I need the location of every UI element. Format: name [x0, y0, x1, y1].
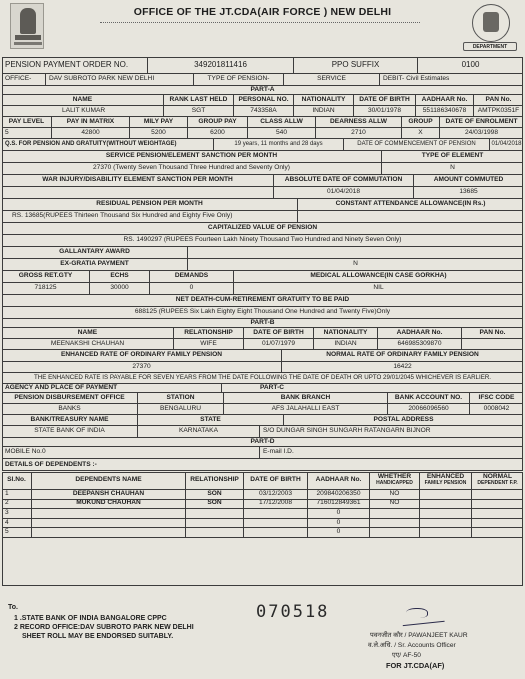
normal-rate-value: 16422: [393, 362, 412, 370]
pay-level-value: 5: [2, 128, 52, 138]
col-family-nationality: NATIONALITY: [314, 328, 378, 338]
class-allw-value: 540: [248, 128, 316, 138]
postal-address-label: POSTAL ADDRESS: [373, 415, 434, 423]
qs-row: [2, 139, 523, 151]
mobile-label: MOBILE No.0: [2, 447, 260, 458]
dependent-name: [32, 528, 186, 537]
col-dep-relationship: RELATIONSHIP: [186, 472, 244, 489]
account-no-value: 20066096560: [388, 404, 470, 414]
dependents-header-row: [2, 472, 523, 490]
dependent-rel: [186, 519, 244, 528]
part-a-label: PART-A: [250, 86, 275, 93]
dependent-empty-cell: [472, 490, 523, 499]
capitalized-label: CAPITALIZED VALUE OF PENSION: [207, 224, 318, 232]
to-label: To.: [8, 604, 18, 611]
dependent-empty-cell: [472, 519, 523, 528]
dependent-sl: 4: [2, 519, 32, 528]
part-b-header-row: [2, 328, 523, 339]
family-nationality: INDIAN: [314, 339, 378, 349]
col-nationality: NATIONALITY: [294, 95, 354, 105]
dependent-hc: NO: [370, 500, 420, 509]
personal-no-value: 743358A: [234, 106, 294, 116]
part-b-label: PART-B: [250, 319, 275, 326]
gallantry-row: [2, 247, 523, 259]
col-pay-matrix: PAY IN MATRIX: [52, 117, 130, 127]
col-gross-gty: GROSS RET.GTY: [2, 271, 90, 282]
capitalized-row: [2, 223, 523, 235]
net-gratuity-value: 688125 (RUPEES Six Lakh Eighty Eight Thousand One Hundred and Twenty Five)Only: [134, 308, 391, 316]
dependents-title: DETAILS OF DEPENDENTS :-: [5, 460, 97, 468]
family-aadhaar: 646985309870: [378, 339, 462, 349]
amount-commuted-value: 13685: [459, 188, 478, 196]
medical-allowance-value: NIL: [373, 284, 384, 292]
col-sl-no: Sl.No.: [2, 472, 32, 489]
service-pension-label: SERVICE PENSION/ELEMENT SANCTION PER MONTH: [2, 151, 382, 162]
col-enhanced-title: ENHANCED: [426, 473, 465, 481]
col-handicapped-sub: HANDICAPPED: [376, 480, 413, 487]
exgratia-label: EX-GRATIA PAYMENT: [2, 259, 188, 270]
capitalized-value: RS. 1490297 (RUPEES Fourteen Lakh Ninety Thousand Two Hundred and Ninety Seven Only): [123, 236, 402, 244]
disbursement-office-value: BANKS: [2, 404, 138, 414]
part-b-value-row: [2, 339, 523, 350]
service-pension-value-row: [2, 163, 523, 175]
echs-value: 30000: [90, 283, 150, 294]
dependent-name: DEEPANSH CHAUHAN: [32, 490, 186, 499]
dearness-allw-value: 2710: [316, 128, 402, 138]
document-header: [0, 0, 525, 56]
dependent-row: [2, 500, 523, 510]
residual-label: RESIDUAL PENSION PER MONTH: [2, 199, 298, 210]
dependent-empty-cell: [420, 519, 472, 528]
dependent-dob: 17/12/2008: [244, 500, 308, 509]
pay-header-row: [2, 117, 523, 128]
office-row: [2, 74, 523, 86]
service-pension-row: [2, 151, 523, 163]
pension-form: [2, 57, 523, 504]
group-pay-value: 6200: [188, 128, 248, 138]
dependent-hc: [370, 509, 420, 518]
gallantry-value: [188, 247, 523, 258]
bank-name-value: STATE BANK OF INDIA: [2, 426, 138, 437]
dependent-name: MUKUND CHAUHAN: [32, 500, 186, 509]
dependent-sl: 5: [2, 528, 32, 537]
family-pension-header-row: [2, 350, 523, 362]
ppo-number-value: 349201811416: [148, 57, 294, 73]
col-echs: ECHS: [90, 271, 150, 282]
col-account-no: BANK ACCOUNT NO.: [388, 393, 470, 403]
dependent-row: [2, 509, 523, 519]
aadhaar-value: 551186340678: [416, 106, 474, 116]
col-family-name: NAME: [2, 328, 174, 338]
dependent-aadhaar: 0: [308, 509, 370, 518]
col-bank-branch: BANK BRANCH: [224, 393, 388, 403]
capitalized-value-row: [2, 235, 523, 247]
col-group: GROUP: [402, 117, 440, 127]
col-dearness-allw: DEARNESS ALLW: [316, 117, 402, 127]
element-type-value: N: [450, 164, 455, 172]
residual-value-row: [2, 211, 523, 223]
ppo-suffix-value: 0100: [461, 59, 480, 69]
dependent-empty-cell: [420, 509, 472, 518]
dependent-empty-cell: [472, 528, 523, 537]
mily-pay-value: 5200: [130, 128, 188, 138]
recipient-line-2: 2 RECORD OFFICE:DAV SUBROTO PARK NEW DELHI: [14, 624, 194, 631]
ppo-suffix-label: PPO SUFFIX: [294, 57, 418, 73]
pay-matrix-value: 42800: [52, 128, 130, 138]
col-group-pay: GROUP PAY: [188, 117, 248, 127]
dependent-rel: [186, 528, 244, 537]
dependent-dob: [244, 519, 308, 528]
commence-label: DATE OF COMMENCEMENT OF PENSION: [344, 139, 490, 150]
col-ifsc: IFSC CODE: [478, 393, 515, 401]
office-label: OFFICE-: [2, 74, 46, 85]
dependent-hc: NO: [370, 490, 420, 499]
part-c-label: PART-C: [259, 384, 285, 391]
dependent-dob: [244, 509, 308, 518]
part-c-value-row: [2, 404, 523, 415]
war-injury-label: WAR INJURY/DISABILITY ELEMENT SANCTION PER MONTH: [2, 175, 274, 186]
officer-designation: व.ले.अधि. / Sr. Accounts Officer: [368, 642, 456, 649]
col-enhanced-fp: [420, 472, 472, 489]
station-value: BENGALURU: [138, 404, 224, 414]
net-gratuity-label: NET DEATH-CUM-RETIREMENT GRATUITY TO BE PAID: [175, 296, 350, 304]
col-normal-title: NORMAL: [483, 473, 512, 481]
ifsc-value: 0008042: [483, 404, 510, 412]
part-a-row: [2, 86, 523, 95]
col-family-dob: DATE OF BIRTH: [244, 328, 314, 338]
cca-label: CONSTANT ATTENDANCE ALLOWANCE(IN Rs.): [335, 200, 486, 208]
pan-value: AMTPK0351F: [477, 106, 520, 114]
document-footer: [0, 590, 525, 679]
dependent-sl: 1: [2, 490, 32, 499]
col-disbursement-office: PENSION DISBURSEMENT OFFICE: [2, 393, 138, 403]
commence-value: 01/04/2018: [491, 141, 522, 148]
residual-row: [2, 199, 523, 211]
enhanced-rate-note: THE ENHANCED RATE IS PAYABLE FOR SEVEN YEARS FROM THE DATE FOLLOWING THE DATE OF DEATH OR UPTO 29/01/2045 WHICHEVER IS EARLIER.: [33, 373, 492, 381]
rank-value: SGT: [164, 106, 234, 116]
part-d-row: [2, 438, 523, 447]
net-gratuity-row: [2, 295, 523, 307]
dependents-table: [2, 472, 523, 586]
dependent-hc: [370, 528, 420, 537]
enhanced-rate-value: 27370: [2, 362, 282, 372]
dependent-name: [32, 519, 186, 528]
part-b-row: [2, 319, 523, 328]
bank-branch-value: AFS JALAHALLI EAST: [224, 404, 388, 414]
debit-value: DEBIT- Civil Estimates: [383, 75, 450, 83]
abs-date-value: 01/04/2018: [274, 187, 414, 198]
dob-value: 30/01/1978: [354, 106, 416, 116]
dependent-empty-cell: [420, 528, 472, 537]
dependent-hc: [370, 519, 420, 528]
nationality-value: INDIAN: [294, 106, 354, 116]
col-dob: DATE OF BIRTH: [354, 95, 416, 105]
col-name: NAME: [2, 95, 164, 105]
family-dob: 01/07/1979: [244, 339, 314, 349]
col-station: STATION: [138, 393, 224, 403]
dependent-rel: [186, 509, 244, 518]
col-medical-allowance: MEDICAL ALLOWANCE(IN CASE GORKHA): [310, 272, 447, 280]
officer-unit: एए/ AF-50: [392, 652, 421, 659]
header-rule: [100, 22, 420, 23]
contact-row: [2, 447, 523, 459]
col-pay-level: PAY LEVEL: [2, 117, 52, 127]
dependent-name: [32, 509, 186, 518]
family-pension-value-row: [2, 362, 523, 373]
col-handicapped: [370, 472, 420, 489]
col-personal-no: PERSONAL NO.: [234, 95, 294, 105]
dependent-sl: 3: [2, 509, 32, 518]
dependent-aadhaar: 0: [308, 528, 370, 537]
family-member-name: MEENAKSHI CHAUHAN: [2, 339, 174, 349]
bank-name-label: BANK/TREASURY NAME: [2, 415, 138, 425]
abs-date-label: ABSOLUTE DATE OF COMMUTATION: [274, 175, 414, 186]
dependent-empty-cell: [420, 490, 472, 499]
part-a-header-row: [2, 95, 523, 106]
dependent-dob: [244, 528, 308, 537]
col-enhanced-sub: FAMILY PENSION: [424, 480, 467, 487]
war-injury-value: [2, 187, 274, 198]
gross-gty-value: 718125: [2, 283, 90, 294]
commutation-value-row: [2, 187, 523, 199]
col-aadhaar: AADHAAR No.: [416, 95, 474, 105]
gross-value-row: [2, 283, 523, 295]
part-c-row: [2, 384, 523, 393]
col-dep-dob: DATE OF BIRTH: [244, 472, 308, 489]
col-class-allw: CLASS ALLW: [248, 117, 316, 127]
col-handicapped-title: WHETHER: [377, 473, 412, 481]
bank-value-row: [2, 426, 523, 438]
bank-header-row: [2, 415, 523, 426]
dependent-aadhaar: 716012849361: [308, 500, 370, 509]
dependent-empty-cell: [472, 500, 523, 509]
enrolment-value: 24/03/1998: [464, 128, 498, 136]
residual-value: RS. 13685(RUPEES Thirteen Thousand Six Hundred and Eighty Five Only): [2, 211, 298, 222]
cca-value: [298, 211, 523, 222]
dependent-dob: 03/12/2003: [244, 490, 308, 499]
col-rank: RANK LAST HELD: [164, 95, 234, 105]
enhanced-rate-label: ENHANCED RATE OF ORDINARY FAMILY PENSION: [2, 350, 282, 361]
recipient-line-3: SHEET ROLL MAY BE ENDORSED SUITABLY.: [22, 633, 174, 640]
gross-header-row: [2, 271, 523, 283]
recipient-line-1: 1 .STATE BANK OF INDIA BANGALORE CPPC: [14, 615, 167, 622]
dependent-empty-cell: [420, 500, 472, 509]
service-pension-value: 27370 (Twenty Seven Thousand Three Hundred and Seventy Only): [2, 163, 382, 174]
col-normal-fp: [472, 472, 523, 489]
officer-office: FOR JT.CDA(AF): [386, 661, 445, 670]
family-pan: [462, 339, 523, 349]
amount-commuted-label: AMOUNT COMMUTED: [433, 176, 504, 184]
part-d-label: PART-D: [250, 438, 275, 445]
part-a-value-row: [2, 106, 523, 117]
email-label: E-mail I.D.: [263, 448, 294, 456]
ppo-number-label: PENSION PAYMENT ORDER NO.: [2, 57, 148, 73]
net-gratuity-value-row: [2, 307, 523, 319]
group-value: X: [402, 128, 440, 138]
pension-type-label: TYPE OF PENSION-: [194, 74, 284, 85]
qs-label: Q.S. FOR PENSION AND GRATUITY(WITHOUT WEIGHTAGE): [2, 139, 214, 150]
department-seal-icon: DEPARTMENT: [461, 2, 519, 54]
exgratia-row: [2, 259, 523, 271]
date-stamp: 070518: [256, 602, 330, 622]
dependent-aadhaar: 209840206350: [308, 490, 370, 499]
dependent-row: [2, 490, 523, 500]
col-dependent-name: DEPENDENTS NAME: [32, 472, 186, 489]
ppo-row: [2, 57, 523, 74]
pay-value-row: [2, 128, 523, 139]
col-normal-sub: DEPENDENT F.P.: [477, 480, 518, 487]
office-value: DAV SUBROTO PARK NEW DELHI: [46, 74, 194, 85]
col-family-pan: PAN No.: [479, 328, 506, 336]
dependent-row: [2, 519, 523, 529]
dependent-sl: 2: [2, 500, 32, 509]
war-injury-row: [2, 175, 523, 187]
agency-label: AGENCY AND PLACE OF PAYMENT: [2, 384, 222, 392]
family-relationship: WIFE: [174, 339, 244, 349]
pension-type-value: SERVICE: [284, 74, 380, 85]
col-family-aadhaar: AADHAAR No.: [378, 328, 462, 338]
qs-value: 19 years, 11 months and 28 days: [214, 139, 344, 150]
dependent-row: [2, 528, 523, 538]
element-type-label: TYPE OF ELEMENT: [421, 152, 484, 160]
pensioner-name: LALIT KUMAR: [2, 106, 164, 116]
postal-address-value: S/O DUNGAR SINGH SUNGARH RATANGARN BIJNOR: [263, 427, 431, 435]
dependent-aadhaar: 0: [308, 519, 370, 528]
exgratia-value: N: [353, 260, 358, 268]
col-mily-pay: MILY PAY: [130, 117, 188, 127]
enhanced-note-row: [2, 373, 523, 384]
state-value: KARNATAKA: [138, 426, 260, 437]
col-pan: PAN No.: [485, 95, 512, 103]
dependent-rel: SON: [186, 490, 244, 499]
dependent-empty-cell: [472, 509, 523, 518]
demands-value: 0: [150, 283, 234, 294]
dependent-rel: SON: [186, 500, 244, 509]
signature-flourish-icon: [406, 608, 428, 618]
col-demands: DEMANDS: [150, 271, 234, 282]
office-title: OFFICE OF THE JT.CDA(AIR FORCE ) NEW DELHI: [133, 6, 392, 18]
officer-name: पवनजीत कौर / PAWANJEET KAUR: [370, 632, 468, 639]
col-dep-aadhaar: AADHAAR No.: [308, 472, 370, 489]
part-c-header-row: [2, 393, 523, 404]
gallantry-label: GALLANTARY AWARD: [2, 247, 188, 258]
col-enrolment: DATE OF ENROLMENT: [445, 117, 518, 125]
state-label: STATE: [138, 415, 284, 425]
col-relationship: RELATIONSHIP: [174, 328, 244, 338]
normal-rate-label: NORMAL RATE OF ORDINARY FAMILY PENSION: [326, 351, 479, 359]
